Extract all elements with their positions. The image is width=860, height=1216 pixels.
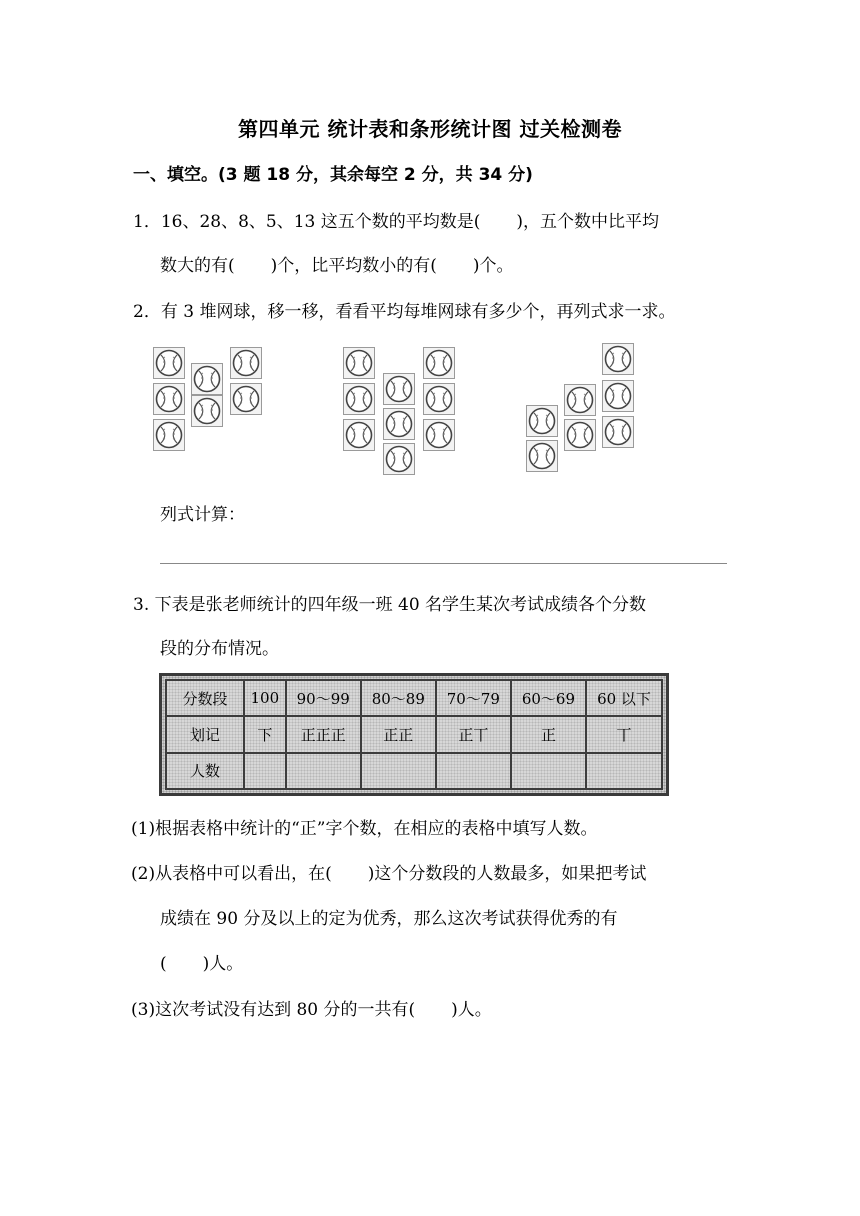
answer-line[interactable] [160,563,727,564]
table-cell: 60～69 [511,680,586,716]
tennis-ball-icon[interactable] [526,440,558,472]
q3-text: (3)这次考试没有达到 80 分的一共有( [131,1000,416,1020]
tennis-ball-pile-3 [526,343,641,478]
tennis-ball-icon[interactable] [230,347,262,379]
q3-sub1: (1)根据表格中统计的“正”字个数，在相应的表格中填写人数。 [131,819,598,839]
tennis-ball-icon[interactable] [564,384,596,416]
tennis-ball-icon[interactable] [383,373,415,405]
q3-text: )人。 [451,1000,492,1020]
q3-sub2-line2: 成绩在 90 分及以上的定为优秀，那么这次考试获得优秀的有 [160,909,618,929]
tennis-ball-icon[interactable] [602,416,634,448]
table-row-tally [166,716,662,752]
tally-cell: 下 [244,716,286,752]
count-input-cell[interactable] [511,753,586,789]
q1-line1 [133,207,659,232]
table-cell: 划记 [166,716,244,752]
table-cell: 100 [244,680,286,716]
tennis-ball-pile-1 [153,345,273,455]
count-input-cell[interactable] [244,753,286,789]
q3-sub2-line1 [131,859,646,884]
q1-text: )，五个数中比平均 [516,212,660,232]
tennis-ball-pile-2 [343,345,463,480]
tally-cell: 正 [511,716,586,752]
tennis-ball-icon[interactable] [526,405,558,437]
q3-text: (2)从表格中可以看出，在( [131,864,332,884]
table-cell: 90～99 [286,680,361,716]
table-cell: 60 以下 [586,680,662,716]
q2-text: 2．有 3 堆网球，移一移，看看平均每堆网球有多少个，再列式求一求。 [133,302,676,322]
tally-cell: 正正 [361,716,436,752]
page-title: 第四单元 统计表和条形统计图 过关检测卷 [238,117,622,141]
tennis-ball-icon[interactable] [191,395,223,427]
tennis-ball-icon[interactable] [383,443,415,475]
tennis-ball-icon[interactable] [343,347,375,379]
table-cell: 人数 [166,753,244,789]
tennis-ball-icon[interactable] [343,383,375,415]
tennis-ball-icon[interactable] [153,347,185,379]
tennis-ball-icon[interactable] [153,419,185,451]
q1-text: 1．16、28、8、5、13 这五个数的平均数是( [133,212,481,232]
q1-text: )个，比平均数小的有( [270,256,437,276]
q3-sub3 [131,995,492,1020]
q3-text: )人。 [202,954,244,974]
tally-cell: 正正正 [286,716,361,752]
q3-sub2-line3 [160,949,243,974]
q1-text: 数大的有( [160,256,235,276]
q3-line1: 3. 下表是张老师统计的四年级一班 40 名学生某次考试成绩各个分数 [133,595,647,615]
tennis-ball-icon[interactable] [423,419,455,451]
tennis-ball-icon[interactable] [423,383,455,415]
count-input-cell[interactable] [586,753,662,789]
table-row-header [166,680,662,716]
tennis-ball-icon[interactable] [230,383,262,415]
count-input-cell[interactable] [286,753,361,789]
q1-line2 [160,251,514,276]
tennis-ball-icon[interactable] [602,380,634,412]
tennis-ball-icon[interactable] [383,408,415,440]
q3-text: )这个分数段的人数最多，如果把考试 [367,864,647,884]
tennis-ball-icon[interactable] [191,363,223,395]
tennis-ball-icon[interactable] [153,383,185,415]
table-cell: 70～79 [436,680,511,716]
tally-cell: 正丅 [436,716,511,752]
q3-text: ( [160,954,167,974]
table-cell: 80～89 [361,680,436,716]
table-row-count [166,753,662,789]
q3-line2: 段的分布情况。 [160,639,279,659]
tennis-ball-icon[interactable] [343,419,375,451]
count-input-cell[interactable] [436,753,511,789]
calc-label: 列式计算： [160,505,245,525]
score-distribution-table [159,673,669,796]
count-input-cell[interactable] [361,753,436,789]
tally-cell: 丅 [586,716,662,752]
tennis-ball-icon[interactable] [564,419,596,451]
q1-text: )个。 [472,256,514,276]
table-cell: 分数段 [166,680,244,716]
section-heading: 一、填空。(3 题 18 分，其余每空 2 分，共 34 分) [133,165,533,185]
tennis-ball-icon[interactable] [602,343,634,375]
tennis-ball-icon[interactable] [423,347,455,379]
